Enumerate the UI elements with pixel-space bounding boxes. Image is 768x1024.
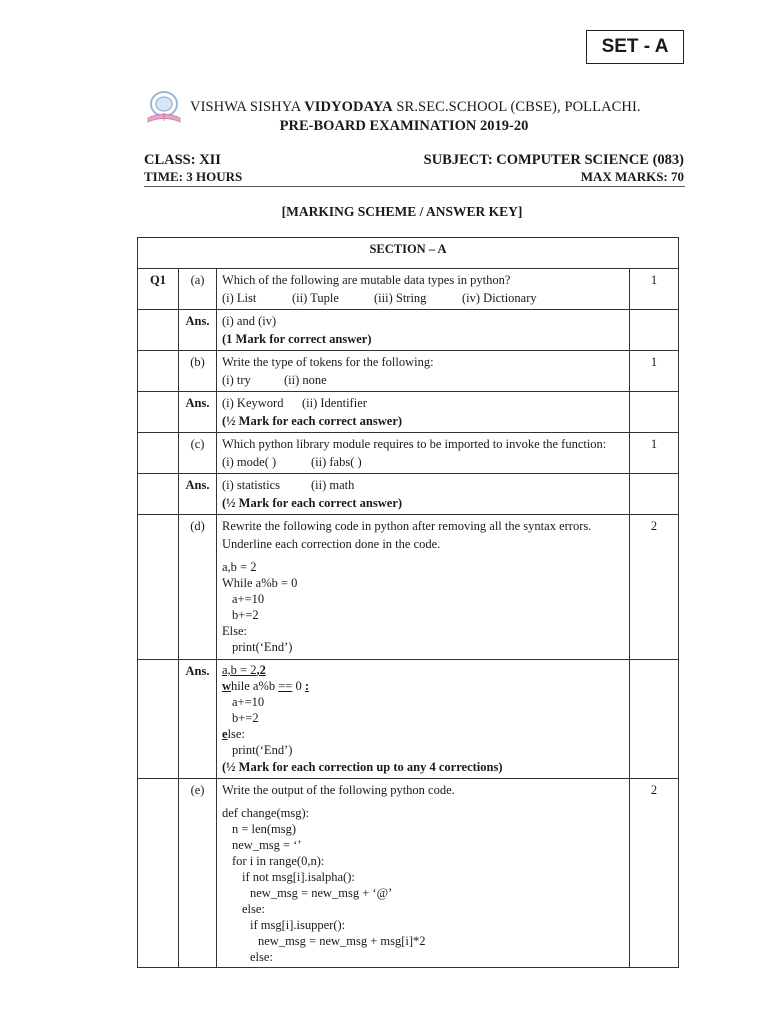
question-text: Write the type of tokens for the following: (i) try (ii) none <box>217 351 630 392</box>
question-row-a <box>138 269 679 310</box>
code-block: def change(msg): n = len(msg) new_msg = ‘’ for i in range(0,n): if not msg[i].isalpha(): new_msg = new_msg + ‘@’ else: if msg[i].isupper(): new_msg = new_msg + msg[i]*2 else: <box>222 806 426 964</box>
marks-cell: 2 <box>630 515 679 660</box>
marks-cell: 1 <box>630 269 679 310</box>
question-text: Rewrite the following code in python after removing all the syntax errors. Underline each correction done in the code. a,b = 2 While a%b = 0 a+=10 b+=2 Else: print(‘End’) <box>217 515 630 660</box>
answer-label: Ans. <box>179 660 217 779</box>
section-row <box>138 238 679 269</box>
section-title: SECTION – A <box>138 238 679 269</box>
marking-scheme-title: [MARKING SCHEME / ANSWER KEY] <box>281 204 523 219</box>
answer-row-b <box>138 392 679 433</box>
header-divider <box>144 186 685 187</box>
question-table <box>137 237 679 968</box>
school-name: VISHWA SISHYA VIDYODAYA SR.SEC.SCHOOL (CBSE), POLLACHI. <box>190 99 641 115</box>
part-label: (e) <box>179 779 217 968</box>
answer-row-c <box>138 474 679 515</box>
answer-label: Ans. <box>179 310 217 351</box>
answer-label: Ans. <box>179 474 217 515</box>
answer-text: (i) Keyword (ii) Identifier (½ Mark for each correct answer) <box>217 392 630 433</box>
marks-label: MAX MARKS: 70 <box>580 169 684 184</box>
question-text: Which python library module requires to be imported to invoke the function: (i) mode( ) (ii) fabs( ) <box>217 433 630 474</box>
question-number: Q1 <box>138 269 179 310</box>
time-label: TIME: 3 HOURS <box>144 169 243 184</box>
part-label: (b) <box>179 351 217 392</box>
set-label: SET - A <box>586 30 684 64</box>
part-label: (d) <box>179 515 217 660</box>
part-label: (a) <box>179 269 217 310</box>
part-label: (c) <box>179 433 217 474</box>
question-row-d <box>138 515 679 660</box>
answer-row-d <box>138 660 679 779</box>
exam-title: PRE-BOARD EXAMINATION 2019-20 <box>279 118 529 134</box>
answer-text: (i) statistics (ii) math (½ Mark for each correct answer) <box>217 474 630 515</box>
answer-text: (i) and (iv) (1 Mark for correct answer) <box>217 310 630 351</box>
class-label: CLASS: XII <box>144 152 221 168</box>
question-text: Write the output of the following python code. def change(msg): n = len(msg) new_msg = ‘’ for i in range(0,n): if not msg[i].isalpha(): new_msg = new_msg + ‘@’ else: if msg[i].isupper(): new_msg = new_msg + msg[i]*2 else: <box>217 779 630 968</box>
answer-label: Ans. <box>179 392 217 433</box>
question-text: Which of the following are mutable data types in python? (i) List (ii) Tuple (iii) String (iv) Dictionary <box>217 269 630 310</box>
answer-text: a,b = 2,2 while a%b == 0 : a+=10 b+=2 else: print(‘End’) (½ Mark for each correction up to any 4 corrections) <box>217 660 630 779</box>
marks-cell: 2 <box>630 779 679 968</box>
subject-label: SUBJECT: COMPUTER SCIENCE (083) <box>423 152 684 168</box>
answer-row-a <box>138 310 679 351</box>
question-row-b <box>138 351 679 392</box>
marks-cell: 1 <box>630 433 679 474</box>
question-row-c <box>138 433 679 474</box>
marks-cell: 1 <box>630 351 679 392</box>
code-block: a,b = 2 While a%b = 0 a+=10 b+=2 Else: print(‘End’) <box>222 560 298 654</box>
question-row-e <box>138 779 679 968</box>
